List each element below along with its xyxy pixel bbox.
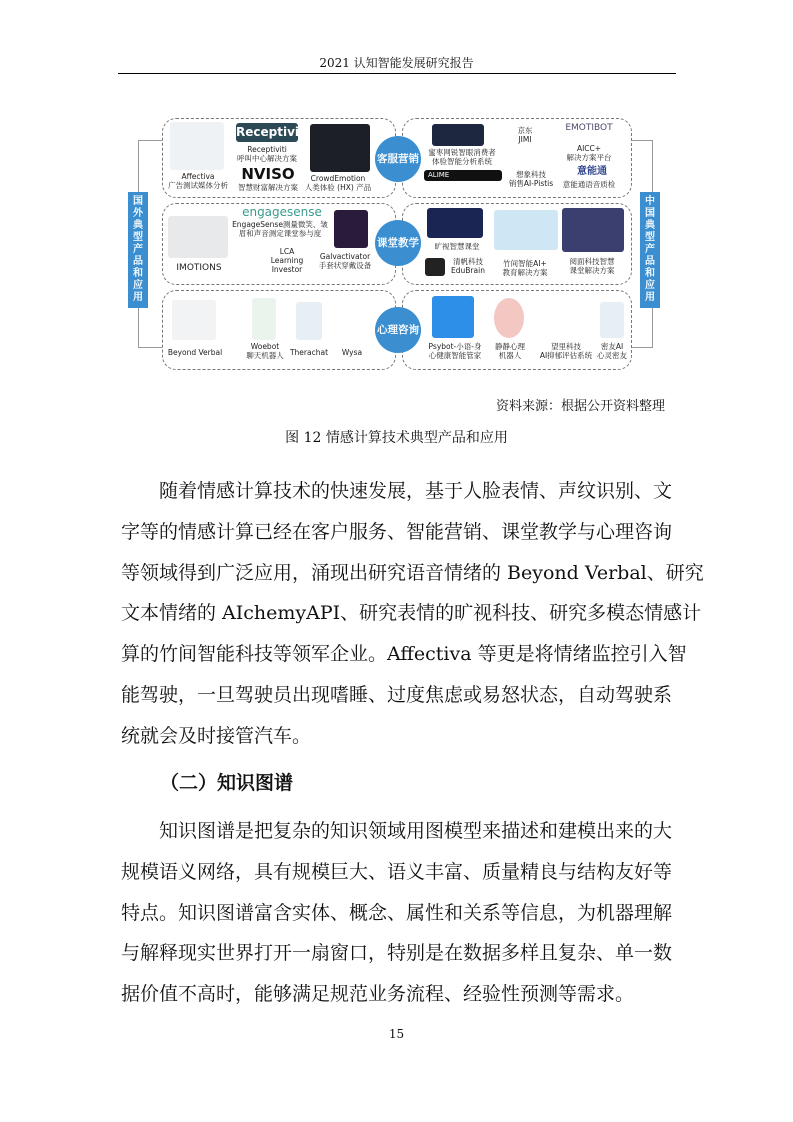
beyond-verbal-image [172, 300, 216, 340]
jd-jimi-label: 京东 JIMI [517, 126, 533, 144]
psybot-label: Psybot-小语-身 心健康智能管家 [428, 342, 482, 360]
crowdemotion-image [310, 124, 370, 172]
nviso-label: 智慧财富解决方案 [238, 183, 298, 192]
beyond-verbal-label: Beyond Verbal [167, 348, 223, 357]
section-heading: （二）知识图谱 [160, 772, 294, 794]
emotibot-edu-image [494, 210, 558, 250]
affectiva-label: Affectiva 广告测试媒体分析 [168, 172, 228, 190]
galvactivator-image [334, 210, 368, 248]
mizao-label: 蜜枣网锐智眼消费者 体验智能分析系统 [428, 148, 496, 166]
running-header: 2021 认知智能发展研究报告 [319, 56, 474, 70]
text-line: 能驾驶，一旦驾驶员出现嗜睡、过度焦虑或易怒状态，自动驾驶系 [121, 683, 673, 706]
text-line: 特点。知识图谱富含实体、概念、属性和关系等信息，为机器理解 [121, 901, 673, 924]
galvactivator-label: Galvactivator 手套状穿戴设备 [318, 252, 372, 270]
paragraph-knowledge-graph [121, 811, 673, 1015]
readsense-image [562, 208, 624, 252]
text-line: 随着情感计算技术的快速发展，基于人脸表情、声纹识别、文 [159, 480, 673, 502]
category-classroom: 课堂教学 [375, 220, 421, 266]
emotibot-edu-label: 竹间智能AI+ 教育解决方案 [502, 259, 548, 277]
text-line: 统就会及时接管汽车。 [121, 724, 312, 747]
receptiviti-label: Receptiviti 呼叫中心解决方案 [237, 145, 297, 163]
woebot-label: Woebot 聊天机器人 [246, 342, 284, 360]
wangli-label: 望里科技 AI抑郁评估系统 [539, 342, 593, 360]
text-line: 字等的情感计算已经在客户服务、智能营销、课堂教学与心理咨询 [121, 520, 673, 543]
text-line: 据价值不高时，能够满足规范业务流程、经验性预测等需求。 [121, 983, 635, 1006]
qingfan-label: 清帆科技 EduBrain [451, 257, 485, 275]
therachat-label: Therachat [289, 348, 329, 357]
xiangxiang-label: 想象科技 销售AI-Pistis [508, 170, 554, 188]
qingfan-image [425, 258, 445, 276]
page-number: 15 [388, 1027, 405, 1041]
category-service-marketing: 客服营销 [375, 136, 421, 182]
engagesense-label: EngageSense测量微笑、皱 眉和声音测定课堂参与度 [232, 220, 328, 238]
wysa-label: Wysa [341, 348, 363, 357]
engagesense-logo: engagesense [242, 205, 322, 219]
figure-affective-computing-products [122, 112, 664, 374]
text-line: 等领域得到广泛应用，涌现出研究语音情绪的 Beyond Verbal、研究 [121, 561, 704, 584]
lca-label: LCA Learning Investor [270, 247, 304, 274]
jingjing-image [494, 298, 524, 338]
yinengtong-logo: 意能通 [577, 166, 607, 177]
affectiva-image [170, 122, 224, 170]
text-line: 算的竹间智能科技等领军企业。Affectiva 等更是将情绪监控引入智 [121, 643, 687, 666]
jingjing-label: 静静心理 机器人 [495, 342, 525, 360]
therachat-image [296, 302, 322, 340]
china-products-label: 中国典型产品和应用 [640, 192, 660, 308]
figure-source: 资料来源：根据公开资料整理 [495, 399, 665, 414]
foreign-products-label: 国外典型产品和应用 [128, 192, 148, 308]
megvii-image [427, 208, 483, 238]
imotions-logo: IMOTIONS [176, 263, 222, 273]
crowdemotion-label: CrowdEmotion 人类体验 (HX) 产品 [304, 174, 372, 192]
header-rule [118, 73, 676, 74]
text-line: 与解释现实世界打开一扇窗口，特别是在数据多样且复杂、单一数 [121, 942, 673, 965]
megvii-label: 旷视智慧课堂 [434, 242, 480, 251]
yinengtong-label: 意能通语音质检 [562, 180, 616, 189]
imotions-image [168, 216, 228, 258]
aicc-label: AICC+ 解决方案平台 [566, 144, 612, 162]
figure-caption: 图 12 情感计算技术典型产品和应用 [285, 430, 508, 446]
text-line: 文本情绪的 AIchemyAPI、研究表情的旷视科技、研究多模态情感计 [121, 602, 702, 625]
text-line: 知识图谱是把复杂的知识领域用图模型来描述和建模出来的大 [159, 820, 673, 842]
psybot-image [432, 296, 474, 338]
receptiviti-logo: Receptiviti [236, 123, 298, 142]
mizao-image [432, 124, 484, 146]
readsense-label: 阅面科技智慧 课堂解决方案 [569, 257, 615, 275]
paragraph-affective-computing [121, 471, 704, 757]
category-counseling: 心理咨询 [375, 307, 421, 353]
alime-logo: ALIME [424, 170, 502, 181]
miyou-label: 密友AI 心灵密友 [597, 342, 627, 360]
nviso-logo: NVISO [241, 165, 295, 183]
miyou-image [600, 302, 624, 338]
woebot-image [252, 298, 276, 340]
emotibot-logo: EMOTIBOT [565, 123, 613, 133]
text-line: 规模语义网络，具有规模巨大、语义丰富、质量精良与结构友好等 [121, 860, 673, 883]
